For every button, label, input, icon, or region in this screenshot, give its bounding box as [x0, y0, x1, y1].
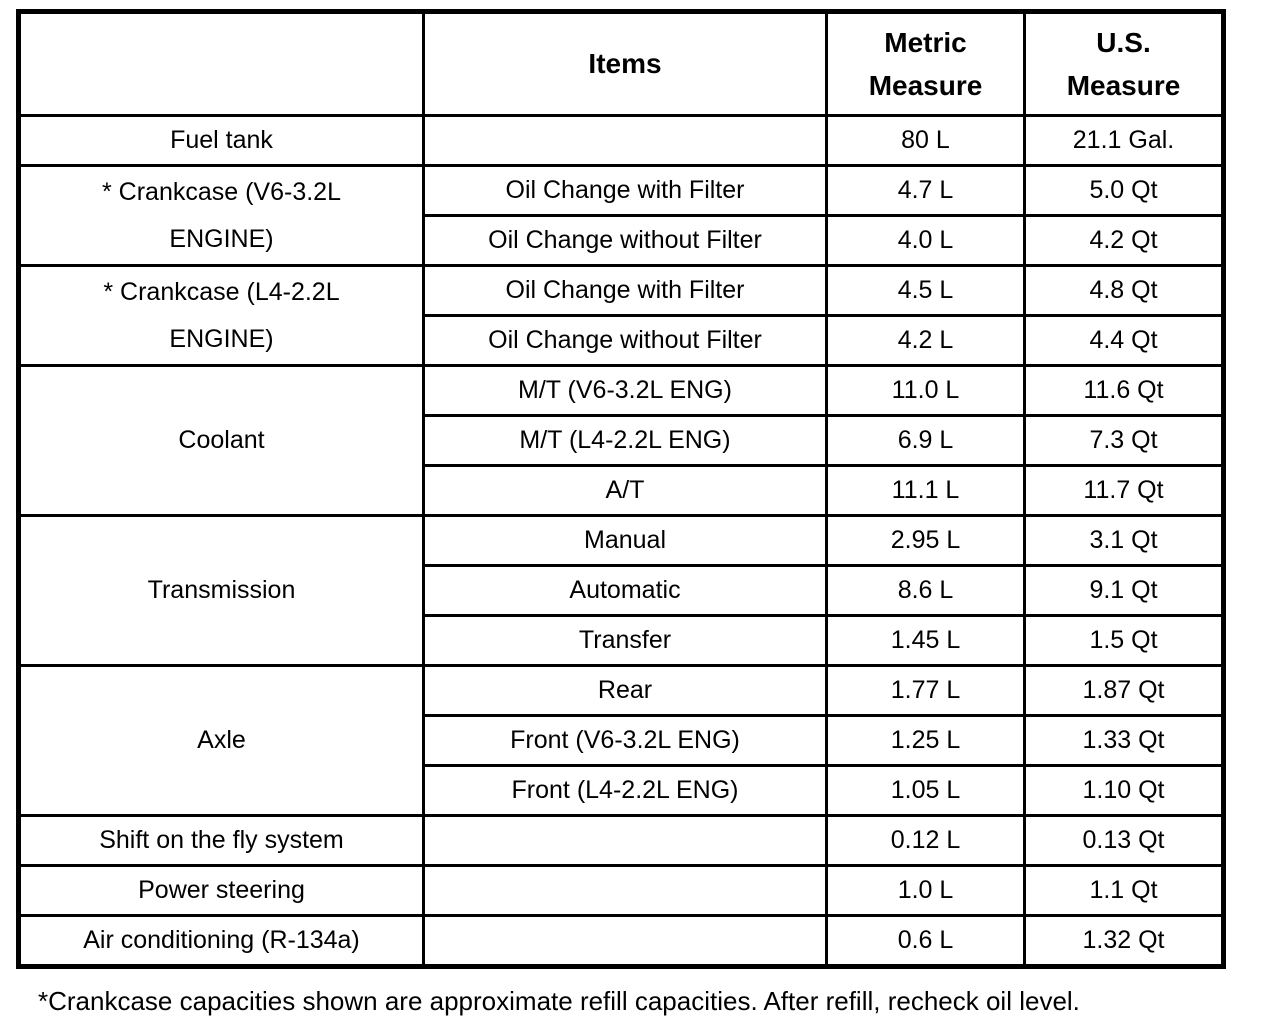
table-row: [19, 166, 1224, 216]
metric-cell: 4.2 L: [827, 316, 1025, 366]
us-cell: 1.33 Qt: [1025, 716, 1224, 766]
metric-cell: 11.1 L: [827, 466, 1025, 516]
category-text: * Crankcase (V6-3.2L ENGINE): [101, 178, 341, 253]
item-cell: M/T (V6-3.2L ENG): [424, 366, 827, 416]
us-cell: 3.1 Qt: [1025, 516, 1224, 566]
table-row: [19, 916, 1224, 967]
table-row: [19, 116, 1224, 166]
item-cell: [424, 866, 827, 916]
item-cell: Oil Change without Filter: [424, 216, 827, 266]
metric-cell: 4.7 L: [827, 166, 1025, 216]
item-cell: Rear: [424, 666, 827, 716]
us-cell: 11.6 Qt: [1025, 366, 1224, 416]
table-row: [19, 666, 1224, 716]
category-text: * Crankcase (L4-2.2L ENGINE): [103, 278, 340, 353]
category-cell: Axle: [19, 666, 424, 816]
item-cell: Manual: [424, 516, 827, 566]
category-cell: [19, 266, 424, 366]
metric-cell: 2.95 L: [827, 516, 1025, 566]
category-cell: Shift on the fly system: [19, 816, 424, 866]
category-cell: Transmission: [19, 516, 424, 666]
item-cell: Oil Change without Filter: [424, 316, 827, 366]
us-cell: 7.3 Qt: [1025, 416, 1224, 466]
metric-cell: 4.5 L: [827, 266, 1025, 316]
us-cell: 1.32 Qt: [1025, 916, 1224, 967]
table-header-row: [19, 12, 1224, 116]
item-cell: M/T (L4-2.2L ENG): [424, 416, 827, 466]
us-cell: 9.1 Qt: [1025, 566, 1224, 616]
item-cell: [424, 816, 827, 866]
category-cell: Power steering: [19, 866, 424, 916]
item-cell: Automatic: [424, 566, 827, 616]
metric-cell: 11.0 L: [827, 366, 1025, 416]
metric-cell: 4.0 L: [827, 216, 1025, 266]
item-cell: [424, 916, 827, 967]
us-cell: 5.0 Qt: [1025, 166, 1224, 216]
metric-cell: 80 L: [827, 116, 1025, 166]
us-cell: 4.4 Qt: [1025, 316, 1224, 366]
header-corner-cell: [19, 12, 424, 116]
item-cell: Oil Change with Filter: [424, 166, 827, 216]
item-cell: Front (V6-3.2L ENG): [424, 716, 827, 766]
category-cell: [19, 166, 424, 266]
metric-cell: 0.12 L: [827, 816, 1025, 866]
us-cell: 4.8 Qt: [1025, 266, 1224, 316]
table-row: [19, 866, 1224, 916]
us-cell: 11.7 Qt: [1025, 466, 1224, 516]
metric-cell: 1.77 L: [827, 666, 1025, 716]
metric-cell: 1.25 L: [827, 716, 1025, 766]
category-cell: Fuel tank: [19, 116, 424, 166]
metric-cell: 1.05 L: [827, 766, 1025, 816]
crankcase-footnote: *Crankcase capacities shown are approximate refill capacities. After refill, recheck oil level.: [38, 986, 1080, 1016]
us-cell: 4.2 Qt: [1025, 216, 1224, 266]
header-items: Items: [424, 12, 827, 116]
us-cell: 0.13 Qt: [1025, 816, 1224, 866]
header-us-measure: [1025, 12, 1224, 116]
header-metric-measure: [827, 12, 1025, 116]
metric-cell: 1.0 L: [827, 866, 1025, 916]
us-cell: 1.1 Qt: [1025, 866, 1224, 916]
metric-cell: 1.45 L: [827, 616, 1025, 666]
table-row: [19, 816, 1224, 866]
category-cell: Coolant: [19, 366, 424, 516]
us-cell: 1.5 Qt: [1025, 616, 1224, 666]
header-metric-text: Metric Measure: [868, 26, 983, 101]
item-cell: A/T: [424, 466, 827, 516]
metric-cell: 0.6 L: [827, 916, 1025, 967]
metric-cell: 8.6 L: [827, 566, 1025, 616]
item-cell: Front (L4-2.2L ENG): [424, 766, 827, 816]
item-cell: [424, 116, 827, 166]
table-row: [19, 266, 1224, 316]
us-cell: 1.10 Qt: [1025, 766, 1224, 816]
table-row: [19, 366, 1224, 416]
header-us-text: U.S. Measure: [1066, 26, 1181, 101]
us-cell: 21.1 Gal.: [1025, 116, 1224, 166]
table-row: [19, 516, 1224, 566]
fluid-capacities-table: [16, 9, 1226, 969]
category-cell: Air conditioning (R-134a): [19, 916, 424, 967]
capacities-table-container: [16, 9, 1221, 969]
item-cell: Transfer: [424, 616, 827, 666]
metric-cell: 6.9 L: [827, 416, 1025, 466]
item-cell: Oil Change with Filter: [424, 266, 827, 316]
us-cell: 1.87 Qt: [1025, 666, 1224, 716]
